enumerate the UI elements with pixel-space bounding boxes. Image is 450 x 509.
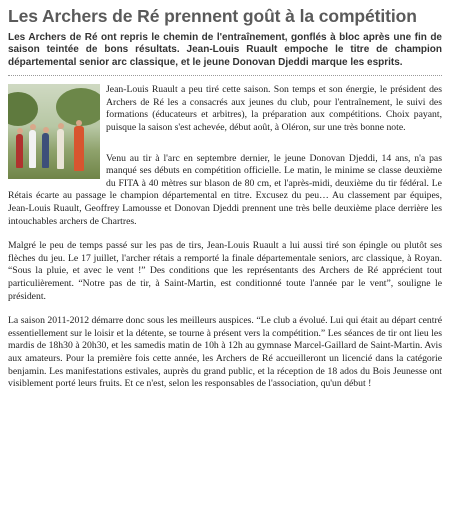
article-headline: Les Archers de Ré prennent goût à la compétition <box>8 6 417 26</box>
article-paragraph: La saison 2011-2012 démarre donc sous les meilleurs auspices. “Le club a évolué. Lui qui était au départ centré essentiellement sur le loisir et la détente, se tourne à présent vers la compétition.” Les séances de tir ont lieu les mardis de 18h30 à 20h30, et les samedis matin de 10h à 12h au gymnase Marcel-Gaillard de Saint-Martin. Avis aux amateurs. Pour la première fois cette année, les Archers de Ré accueilleront un licencié dans la catégorie benjamin. Les manifestations estivales, auprès du grand public, et la réception de 18 ados du Bois Jeunesse ont visiblement porté leurs fruits. Et ce n'est, selon les responsables de l'association, qu'un début ! <box>8 315 442 390</box>
article-paragraph: Venu au tir à l'arc en septembre dernier, le jeune Donovan Djeddi, 14 ans, n'a pas manqué ses débuts en compétition officielle. Le matin, le minime se classe deuxième du FITA à 40 mètres sur blason de 80 cm, et l'après-midi, deuxième du tir fédéral. Le Rétais écarte au passage le champion départemental en titre. Excusez du peu… Au classement par équipes, Jean-Louis Ruault, Geoffrey Lamousse et Donovan Djeddi prennent une très belle deuxième place derrière les intouchables archers de Chartres. <box>8 152 442 227</box>
article-lead: Les Archers de Ré ont repris le chemin de l'entraînement, gonflés à bloc après une fin de saison teintée de bons résultats. Jean-Louis Ruault empoche le titre de champion départemental senior arc classique, et le jeune Donovan Djeddi marque les esprits. <box>8 32 442 68</box>
separator-rule <box>8 75 442 76</box>
article-paragraph: Malgré le peu de temps passé sur les pas de tirs, Jean-Louis Ruault a lui aussi tiré son épingle ou plutôt ses flèches du jeu. Le 17 juillet, l'archer rétais a remporté la finale départementale seniors, arc classique, à Royan. “Sous la pluie, et avec le vent !” Des conditions que les représentants des Archers de Ré apprécient tout particulièrement. “Notre pas de tir, à Saint-Martin, est conditionné toute l'année par le vent”, souligne le président. <box>8 240 442 302</box>
archers-photo <box>8 84 100 179</box>
article-paragraph: Jean-Louis Ruault a peu tiré cette saison. Son temps et son énergie, le président des Archers de Ré les a consacrés aux jeunes du club, pour l'entraînement, le suivi des formations (éducateurs et arbitres), la préparation aux compétitions. Choix payant, puisque la saison s'est achevée, début août, à Oléron, sur une très bonne note. <box>106 84 442 133</box>
